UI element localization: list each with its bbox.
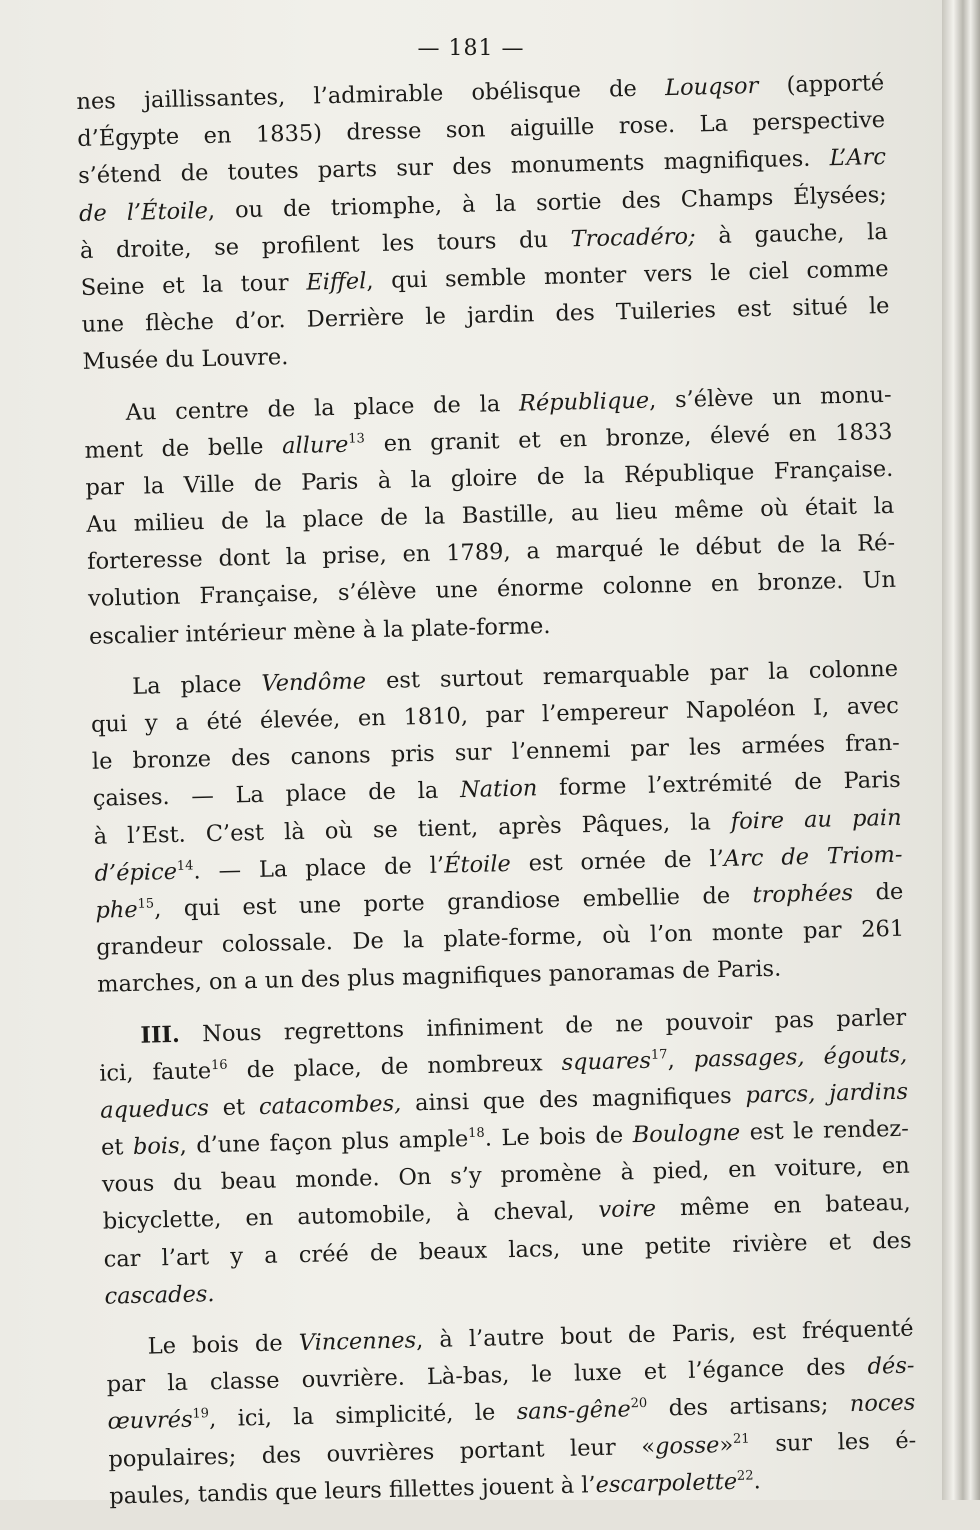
text-line: forteresse dont la prise, en 1789, a marqué le début de la Ré- — [86, 530, 896, 576]
text-line: Au centre de la place de la République, s’élève un monu- — [125, 381, 892, 426]
text-line: et bois, d’une façon plus ample$^{18}$. Le bois de Boulogne est le rendez- — [100, 1115, 910, 1161]
text-line: s’étend de toutes parts sur des monuments magnifiques. L’Arc — [77, 144, 887, 190]
text-line: çaises. — La place de la Nation forme l’extrémité de Paris — [92, 767, 901, 813]
text-line: Le bois de Vincennes, à l’autre bout de Paris, est fréquenté — [147, 1315, 914, 1360]
text-line: à droite, se profilent les tours du Trocadéro; à gauche, la — [79, 218, 889, 264]
text-line: d’épice$^{14}$. — La place de l’Étoile est ornée de l’Arc de Triom- — [94, 841, 903, 887]
text-line: une flèche d’or. Derrière le jardin des Tuileries est situé le — [81, 293, 890, 339]
page-number: — 181 — — [417, 36, 525, 61]
text-line: escalier intérieur mène à la plate-forme. — [88, 612, 551, 650]
text-line: de l’Étoile, ou de triomphe, à la sortie des Champs Élysées; — [78, 181, 888, 227]
text-line: qui y a été élevée, en 1810, par l’empereur Napoléon I, avec — [90, 692, 900, 738]
text-line: Musée du Louvre. — [82, 344, 289, 376]
text-line: aqueducs et catacombes, ainsi que des magnifiques parcs, jardins — [99, 1078, 909, 1124]
paragraph — [98, 999, 913, 1315]
text-line: volution Française, s’élève une énorme colonne en bronze. Un — [87, 567, 897, 613]
text-line: ment de belle allure$^{13}$ en granit et en bronze, élevé en 1833 — [84, 418, 893, 464]
paragraph — [83, 376, 897, 655]
text-line: bicyclette, en automobile, à cheval, voire même en bateau, — [102, 1190, 911, 1236]
paragraph — [105, 1311, 917, 1516]
text-line: Seine et la tour Eiffel, qui semble monter vers le ciel comme — [80, 255, 889, 301]
paragraph — [90, 651, 906, 1005]
text-line: populaires; des ouvrières portant leur «gosse»$^{21}$ sur les é- — [108, 1427, 917, 1473]
text-line: marches, on a un des plus magnifiques panoramas de Paris. — [96, 955, 782, 999]
text-line: Au milieu de la place de la Bastille, au lieu même où était la — [86, 492, 895, 538]
text-line: d’Égypte en 1835) dresse son aiguille rose. La perspective — [76, 107, 886, 153]
text-line: vous du beau monde. On s’y promène à pied, en voiture, en — [101, 1152, 911, 1198]
book-page-edges — [942, 0, 980, 1500]
text-line: ici, faute$^{16}$ de place, de nombreux squares$^{17}$, passages, égouts, — [99, 1041, 908, 1087]
text-line: grandeur colossale. De la plate-forme, où l’on monte par 261 — [96, 915, 905, 961]
body-text — [76, 65, 918, 1530]
text-line: III. Nous regrettons infiniment de ne pouvoir pas parler — [140, 1004, 907, 1049]
text-line: car l’art y a créé de beaux lacs, une petite rivière et des — [103, 1227, 912, 1273]
text-line: à l’Est. C’est là où se tient, après Pâques, la foire au pain — [93, 804, 902, 850]
text-line: par la classe ouvrière. Là-bas, le luxe et l’égance des dés- — [106, 1352, 915, 1398]
text-line: le bronze des canons pris sur l’ennemi par les armées fran- — [91, 729, 901, 775]
text-line: par la Ville de Paris à la gloire de la République Française. — [85, 455, 894, 501]
paragraph — [76, 65, 891, 381]
text-line: œuvrés$^{19}$, ici, la simplicité, le sans-gêne$^{20}$ des artisans; noces — [107, 1389, 916, 1435]
text-line: paules, tandis que leurs fillettes jouent à l’escarpolette$^{22}$. — [108, 1468, 762, 1510]
text-line: cascades. — [104, 1280, 215, 1310]
text-line: nes jaillissantes, l’admirable obélisque de Louqsor (apporté — [76, 69, 885, 115]
text-line: La place Vendôme est surtout remarquable par la colonne — [131, 655, 899, 700]
text-line: phe$^{15}$, qui est une porte grandiose embellie de trophées de — [95, 878, 904, 924]
